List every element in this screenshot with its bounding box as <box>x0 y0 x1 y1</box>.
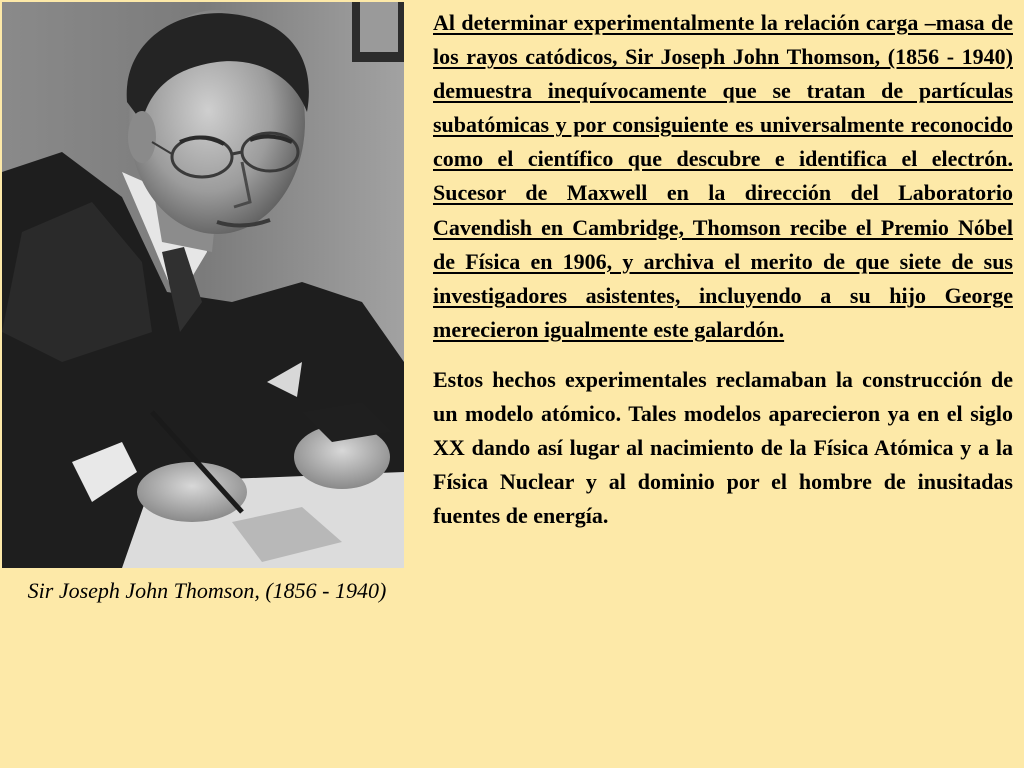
portrait-caption: Sir Joseph John Thomson, (1856 - 1940) <box>27 578 387 603</box>
text-column <box>433 6 1013 533</box>
portrait-illustration <box>2 2 404 568</box>
thomson-portrait-photo <box>2 2 404 568</box>
paragraph-thomson-biography: Al determinar experimentalmente la relación carga –masa de los rayos catódicos, Sir Joseph John Thomson, (1856 - 1940) demuestra inequívocamente que se tratan de partículas subatómicas y por consiguiente es universalmente reconocido como el científico que descubre e identifica el electrón. Sucesor de Maxwell en la dirección del Laboratorio Cavendish en Cambridge, Thomson recibe el Premio Nóbel de Física en 1906, y archiva el merito de que siete de sus investigadores asistentes, incluyendo a su hijo George merecieron igualmente este galardón. <box>433 10 1013 342</box>
paragraph-atomic-models: Estos hechos experimentales reclamaban la construcción de un modelo atómico. Tales modelos aparecieron ya en el siglo XX dando así lugar al nacimiento de la Física Atómica y a la Física Nuclear y al dominio por el hombre de inusitadas fuentes de energía. <box>433 366 1013 529</box>
